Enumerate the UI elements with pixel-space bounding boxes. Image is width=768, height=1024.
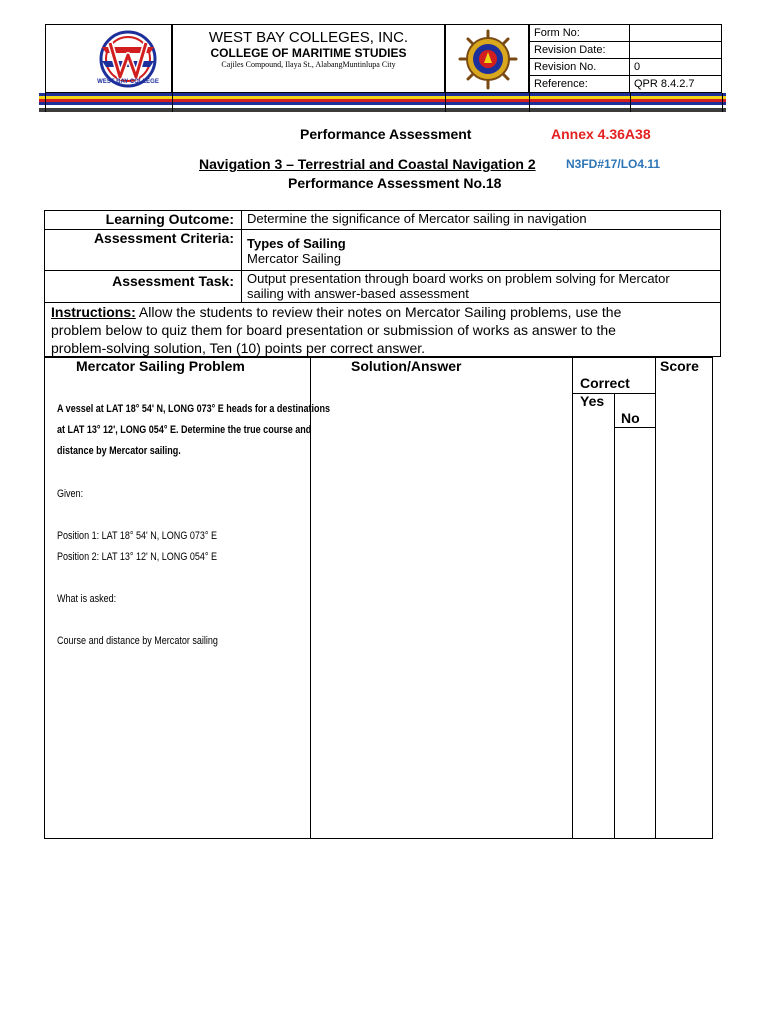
form-no-value <box>630 25 722 42</box>
ship-wheel-seal-icon <box>446 25 530 94</box>
instructions-line: problem below to quiz them for board presentation or submission of works as answer to the <box>51 322 616 338</box>
form-info-row <box>530 25 722 42</box>
learning-outcome-row <box>45 211 721 230</box>
annex-label: Annex 4.36A38 <box>551 126 651 142</box>
position-1: Position 1: LAT 18° 54' N, LONG 073° E <box>57 530 218 542</box>
revision-date-label: Revision Date: <box>530 42 630 59</box>
asked-label: What is asked: <box>57 593 117 605</box>
position-2: Position 2: LAT 13° 12' N, LONG 054° E <box>57 551 218 563</box>
score-column <box>655 357 713 839</box>
stripe-tick <box>529 93 530 112</box>
no-header: No <box>621 410 640 426</box>
logo-text: WEST BAY COLLEGE <box>97 79 159 85</box>
assessment-criteria-label: Assessment Criteria: <box>45 230 242 271</box>
problem-statement-line: distance by Mercator sailing. <box>57 445 181 457</box>
assessment-number: Performance Assessment No.18 <box>288 175 502 191</box>
form-info-table <box>529 24 722 93</box>
stripe-tick <box>722 93 723 112</box>
assessment-criteria-cell <box>242 230 721 271</box>
assessment-task-cell <box>242 271 721 303</box>
criteria-heading: Types of Sailing <box>247 236 346 251</box>
assessment-task-row <box>45 271 721 303</box>
instructions-text: Allow the students to review their notes on Mercator Sailing problems, use the <box>135 304 622 320</box>
assessment-task-label: Assessment Task: <box>45 271 242 303</box>
reference-label: Reference: <box>530 76 630 93</box>
revision-no-value: 0 <box>630 59 722 76</box>
performance-assessment-heading: Performance Assessment <box>300 126 472 142</box>
stripe-tick <box>445 93 446 112</box>
revision-date-value <box>630 42 722 59</box>
form-info-row <box>530 59 722 76</box>
given-label: Given: <box>57 488 84 500</box>
task-value-line: Output presentation through board works on problem solving for Mercator <box>247 271 670 286</box>
instructions-label: Instructions: <box>51 304 136 320</box>
instructions-box <box>44 302 721 357</box>
score-header: Score <box>660 358 699 374</box>
course-code: N3FD#17/LO4.11 <box>566 157 661 171</box>
no-column <box>614 427 656 839</box>
solution-column <box>310 357 573 839</box>
header-divider-line <box>39 108 726 112</box>
learning-outcome-label: Learning Outcome: <box>45 211 242 230</box>
instructions-line <box>51 303 714 321</box>
college-title-box <box>172 24 445 93</box>
form-no-label: Form No: <box>530 25 630 42</box>
college-subtitle: COLLEGE OF MARITIME STUDIES <box>210 46 407 60</box>
task-value-line: sailing with answer-based assessment <box>247 286 469 301</box>
assessment-criteria-row <box>45 230 721 271</box>
stripe-tick <box>630 93 631 112</box>
west-bay-logo-icon <box>46 25 173 94</box>
yes-header: Yes <box>580 393 605 409</box>
form-info-row <box>530 76 722 93</box>
maritime-seal-box <box>445 24 529 93</box>
solution-answer-header: Solution/Answer <box>351 358 462 374</box>
assessment-info-table <box>44 210 721 303</box>
course-title: Navigation 3 – Terrestrial and Coastal Navigation 2 <box>199 156 536 172</box>
yes-column <box>572 393 615 839</box>
form-info-row <box>530 42 722 59</box>
criteria-value: Mercator Sailing <box>247 251 341 266</box>
problem-statement-line: A vessel at LAT 18° 54' N, LONG 073° E heads for a destinations <box>57 403 331 415</box>
stripe-tick <box>45 93 46 112</box>
college-address: Cajiles Compound, Ilaya St., AlabangMuntinlupa City <box>221 60 396 69</box>
problem-statement-line: at LAT 13° 12', LONG 054° E. Determine the true course and <box>57 424 312 436</box>
college-logo-box <box>45 24 172 93</box>
college-name: WEST BAY COLLEGES, INC. <box>208 29 409 46</box>
instructions-line: problem-solving solution, Ten (10) points per correct answer. <box>51 340 426 356</box>
mercator-problem-header: Mercator Sailing Problem <box>76 358 245 374</box>
asked-value: Course and distance by Mercator sailing <box>57 635 218 647</box>
revision-no-label: Revision No. <box>530 59 630 76</box>
stripe-tick <box>172 93 173 112</box>
learning-outcome-value: Determine the significance of Mercator sailing in navigation <box>242 211 721 230</box>
reference-value: QPR 8.4.2.7 <box>630 76 722 93</box>
correct-header: Correct <box>580 375 630 391</box>
